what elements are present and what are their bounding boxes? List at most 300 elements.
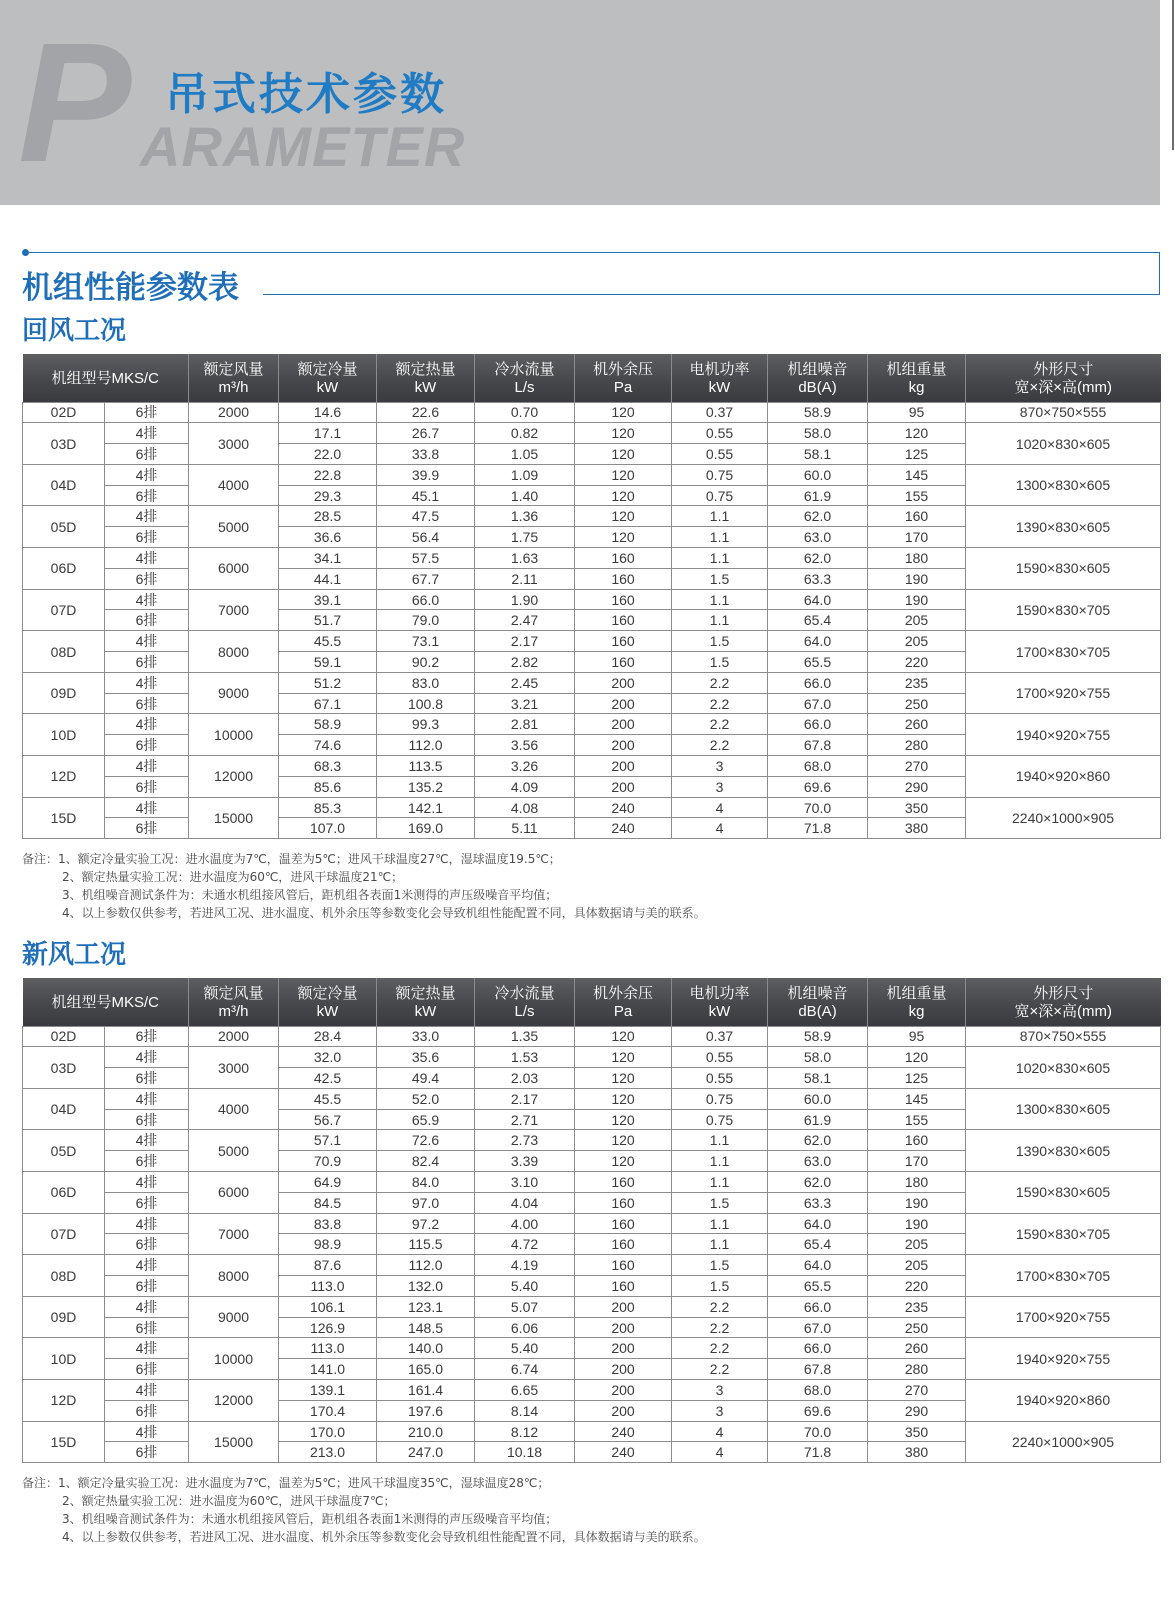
noise-cell: 58.9: [768, 402, 868, 423]
cooling-capacity-cell: 70.9: [279, 1151, 377, 1172]
noise-cell: 71.8: [768, 1442, 868, 1463]
cooling-capacity-cell: 141.0: [279, 1359, 377, 1380]
coil-rows-cell: 6排: [105, 1151, 189, 1172]
static-pressure-cell: 240: [575, 1421, 672, 1442]
column-header-line: L/s: [514, 378, 535, 396]
coil-rows-cell: 6排: [105, 1068, 189, 1089]
column-header: [768, 354, 868, 402]
noise-cell: 66.0: [768, 1338, 868, 1359]
water-flow-cell: 8.12: [475, 1421, 575, 1442]
table-row: [23, 714, 1161, 735]
coil-rows-cell: 4排: [105, 756, 189, 777]
coil-rows-cell: 6排: [105, 610, 189, 631]
table-row: [23, 797, 1161, 818]
weight-cell: 220: [868, 1276, 966, 1297]
static-pressure-cell: 160: [575, 589, 672, 610]
noise-cell: 65.4: [768, 1234, 868, 1255]
motor-power-cell: 2.2: [672, 1338, 768, 1359]
coil-rows-cell: 6排: [105, 735, 189, 756]
heating-capacity-cell: 26.7: [377, 423, 475, 444]
return-air-spec-table: [22, 354, 1161, 839]
heating-capacity-cell: 66.0: [377, 589, 475, 610]
dimensions-cell: 1940×920×755: [966, 1338, 1161, 1380]
cooling-capacity-cell: 139.1: [279, 1380, 377, 1401]
column-header-line: m³/h: [218, 378, 249, 396]
column-header-line: kW: [414, 378, 437, 396]
water-flow-cell: 3.21: [475, 693, 575, 714]
table-row: [23, 1047, 1161, 1068]
airflow-cell: 2000: [189, 402, 279, 423]
water-flow-cell: 6.06: [475, 1317, 575, 1338]
motor-power-cell: 2.2: [672, 735, 768, 756]
cooling-capacity-cell: 34.1: [279, 548, 377, 569]
motor-power-cell: 1.1: [672, 527, 768, 548]
dimensions-cell: 1590×830×705: [966, 589, 1161, 631]
column-header-line: 额定风量: [203, 360, 264, 378]
coil-rows-cell: 6排: [105, 1276, 189, 1297]
column-header-line: 宽×深×高(mm): [1014, 378, 1113, 396]
static-pressure-cell: 200: [575, 1317, 672, 1338]
banner-subtitle: ARAMETER: [140, 115, 466, 178]
table-row: [23, 1296, 1161, 1317]
column-header: [279, 354, 377, 402]
weight-cell: 190: [868, 589, 966, 610]
motor-power-cell: 1.1: [672, 1151, 768, 1172]
column-header-line: 机组噪音: [787, 984, 848, 1002]
noise-cell: 62.0: [768, 1172, 868, 1193]
airflow-cell: 15000: [189, 797, 279, 839]
column-header-line: 机组重量: [886, 984, 947, 1002]
static-pressure-cell: 120: [575, 1130, 672, 1151]
heating-capacity-cell: 99.3: [377, 714, 475, 735]
static-pressure-cell: 120: [575, 1026, 672, 1047]
coil-rows-cell: 4排: [105, 1172, 189, 1193]
weight-cell: 120: [868, 1047, 966, 1068]
water-flow-cell: 2.11: [475, 568, 575, 589]
table-row: [23, 1421, 1161, 1442]
cooling-capacity-cell: 107.0: [279, 818, 377, 839]
weight-cell: 250: [868, 1317, 966, 1338]
coil-rows-cell: 6排: [105, 1400, 189, 1421]
static-pressure-cell: 120: [575, 402, 672, 423]
water-flow-cell: 1.36: [475, 506, 575, 527]
dimensions-cell: 1590×830×605: [966, 548, 1161, 590]
weight-cell: 235: [868, 672, 966, 693]
static-pressure-cell: 200: [575, 1296, 672, 1317]
note-line: 备注：1、额定冷量实验工况：进水温度为7℃，温差为5℃；进风干球温度35℃，湿球温度28℃；: [22, 1476, 550, 1490]
coil-rows-cell: 6排: [105, 1359, 189, 1380]
coil-rows-cell: 6排: [105, 1109, 189, 1130]
dimensions-cell: 1020×830×605: [966, 423, 1161, 465]
weight-cell: 180: [868, 548, 966, 569]
dimensions-cell: 1700×830×705: [966, 631, 1161, 673]
motor-power-cell: 1.5: [672, 1192, 768, 1213]
model-cell: 07D: [23, 1213, 105, 1255]
heating-capacity-cell: 161.4: [377, 1380, 475, 1401]
coil-rows-cell: 4排: [105, 672, 189, 693]
static-pressure-cell: 200: [575, 756, 672, 777]
cooling-capacity-cell: 42.5: [279, 1068, 377, 1089]
column-header-line: kW: [316, 378, 339, 396]
static-pressure-cell: 120: [575, 1151, 672, 1172]
cooling-capacity-cell: 84.5: [279, 1192, 377, 1213]
model-cell: 10D: [23, 1338, 105, 1380]
dimensions-cell: 1700×920×755: [966, 1296, 1161, 1338]
cooling-capacity-cell: 170.4: [279, 1400, 377, 1421]
airflow-cell: 4000: [189, 464, 279, 506]
coil-rows-cell: 6排: [105, 527, 189, 548]
model-cell: 15D: [23, 797, 105, 839]
noise-cell: 68.0: [768, 1380, 868, 1401]
heating-capacity-cell: 169.0: [377, 818, 475, 839]
noise-cell: 69.6: [768, 1400, 868, 1421]
header-banner: [0, 0, 1160, 205]
noise-cell: 64.0: [768, 1255, 868, 1276]
weight-cell: 205: [868, 631, 966, 652]
static-pressure-cell: 120: [575, 1068, 672, 1089]
noise-cell: 69.6: [768, 776, 868, 797]
table-row: [23, 548, 1161, 569]
motor-power-cell: 0.55: [672, 1068, 768, 1089]
cooling-capacity-cell: 28.4: [279, 1026, 377, 1047]
coil-rows-cell: 4排: [105, 797, 189, 818]
table-row: [23, 1213, 1161, 1234]
water-flow-cell: 5.40: [475, 1276, 575, 1297]
static-pressure-cell: 120: [575, 1088, 672, 1109]
noise-cell: 64.0: [768, 589, 868, 610]
coil-rows-cell: 6排: [105, 652, 189, 673]
weight-cell: 160: [868, 506, 966, 527]
motor-power-cell: 0.37: [672, 1026, 768, 1047]
water-flow-cell: 2.81: [475, 714, 575, 735]
section-frame-line: [263, 294, 1160, 295]
cooling-capacity-cell: 44.1: [279, 568, 377, 589]
model-cell: 05D: [23, 1130, 105, 1172]
water-flow-cell: 4.04: [475, 1192, 575, 1213]
airflow-cell: 3000: [189, 423, 279, 465]
heating-capacity-cell: 57.5: [377, 548, 475, 569]
table-row: [23, 1380, 1161, 1401]
table-row: [23, 1026, 1161, 1047]
airflow-cell: 5000: [189, 506, 279, 548]
noise-cell: 63.0: [768, 527, 868, 548]
weight-cell: 205: [868, 610, 966, 631]
noise-cell: 58.0: [768, 1047, 868, 1068]
coil-rows-cell: 6排: [105, 1234, 189, 1255]
dimensions-cell: 1590×830×705: [966, 1213, 1161, 1255]
heating-capacity-cell: 165.0: [377, 1359, 475, 1380]
heating-capacity-cell: 72.6: [377, 1130, 475, 1151]
water-flow-cell: 2.82: [475, 652, 575, 673]
water-flow-cell: 1.53: [475, 1047, 575, 1068]
column-header: [868, 354, 966, 402]
column-header-line: 外形尺寸: [1033, 984, 1094, 1002]
cooling-capacity-cell: 113.0: [279, 1276, 377, 1297]
coil-rows-cell: 6排: [105, 1317, 189, 1338]
airflow-cell: 3000: [189, 1047, 279, 1089]
column-header-line: kW: [708, 1002, 731, 1020]
heating-capacity-cell: 247.0: [377, 1442, 475, 1463]
noise-cell: 67.8: [768, 735, 868, 756]
heating-capacity-cell: 97.0: [377, 1192, 475, 1213]
model-cell: 12D: [23, 1380, 105, 1422]
dimensions-cell: 1300×830×605: [966, 464, 1161, 506]
section-bullet-dot: [22, 249, 29, 256]
static-pressure-cell: 160: [575, 631, 672, 652]
motor-power-cell: 0.75: [672, 1088, 768, 1109]
water-flow-cell: 6.74: [475, 1359, 575, 1380]
noise-cell: 65.5: [768, 1276, 868, 1297]
cooling-capacity-cell: 67.1: [279, 693, 377, 714]
airflow-cell: 9000: [189, 672, 279, 714]
section-frame-line: [29, 252, 1160, 253]
model-cell: 08D: [23, 631, 105, 673]
column-header: [868, 978, 966, 1026]
water-flow-cell: 4.00: [475, 1213, 575, 1234]
heating-capacity-cell: 210.0: [377, 1421, 475, 1442]
noise-cell: 63.3: [768, 1192, 868, 1213]
airflow-cell: 5000: [189, 1130, 279, 1172]
column-header-line: 机组型号MKS/C: [51, 993, 160, 1011]
cooling-capacity-cell: 51.7: [279, 610, 377, 631]
noise-cell: 62.0: [768, 1130, 868, 1151]
noise-cell: 67.0: [768, 693, 868, 714]
heating-capacity-cell: 49.4: [377, 1068, 475, 1089]
column-header-line: 额定风量: [203, 984, 264, 1002]
static-pressure-cell: 120: [575, 527, 672, 548]
column-header-line: 机组噪音: [787, 360, 848, 378]
column-header-line: 冷水流量: [494, 360, 555, 378]
coil-rows-cell: 4排: [105, 1213, 189, 1234]
water-flow-cell: 3.56: [475, 735, 575, 756]
weight-cell: 155: [868, 485, 966, 506]
model-cell: 05D: [23, 506, 105, 548]
note-line: 2、额定热量实验工况：进水温度为60℃，进风干球温度7℃；: [62, 1494, 396, 1508]
model-cell: 02D: [23, 402, 105, 423]
weight-cell: 205: [868, 1255, 966, 1276]
airflow-cell: 10000: [189, 714, 279, 756]
water-flow-cell: 1.35: [475, 1026, 575, 1047]
table-row: [23, 464, 1161, 485]
column-header-line: 机外余压: [593, 360, 654, 378]
weight-cell: 380: [868, 1442, 966, 1463]
static-pressure-cell: 160: [575, 568, 672, 589]
model-cell: 12D: [23, 756, 105, 798]
right-edge-rule: [1172, 0, 1174, 150]
water-flow-cell: 1.40: [475, 485, 575, 506]
heating-capacity-cell: 97.2: [377, 1213, 475, 1234]
model-cell: 03D: [23, 1047, 105, 1089]
coil-rows-cell: 4排: [105, 1296, 189, 1317]
noise-cell: 60.0: [768, 464, 868, 485]
weight-cell: 350: [868, 797, 966, 818]
static-pressure-cell: 200: [575, 1338, 672, 1359]
model-cell: 04D: [23, 464, 105, 506]
fresh-air-notes: [22, 1474, 706, 1546]
static-pressure-cell: 160: [575, 1255, 672, 1276]
heating-capacity-cell: 47.5: [377, 506, 475, 527]
coil-rows-cell: 4排: [105, 506, 189, 527]
airflow-cell: 8000: [189, 1255, 279, 1297]
airflow-cell: 8000: [189, 631, 279, 673]
noise-cell: 67.8: [768, 1359, 868, 1380]
static-pressure-cell: 240: [575, 818, 672, 839]
table-row: [23, 589, 1161, 610]
water-flow-cell: 10.18: [475, 1442, 575, 1463]
coil-rows-cell: 6排: [105, 444, 189, 465]
airflow-cell: 7000: [189, 589, 279, 631]
note-line: 4、以上参数仅供参考，若进风工况、进水温度、机外余压等参数变化会导致机组性能配置不同，具体数据请与美的联系。: [62, 906, 706, 920]
motor-power-cell: 0.75: [672, 464, 768, 485]
model-cell: 07D: [23, 589, 105, 631]
motor-power-cell: 1.5: [672, 1255, 768, 1276]
motor-power-cell: 1.1: [672, 1234, 768, 1255]
motor-power-cell: 3: [672, 1400, 768, 1421]
static-pressure-cell: 200: [575, 1359, 672, 1380]
fresh-air-spec-table: [22, 978, 1161, 1463]
static-pressure-cell: 160: [575, 610, 672, 631]
dimensions-cell: 1940×920×755: [966, 714, 1161, 756]
airflow-cell: 9000: [189, 1296, 279, 1338]
static-pressure-cell: 240: [575, 1442, 672, 1463]
cooling-capacity-cell: 98.9: [279, 1234, 377, 1255]
column-header-line: Pa: [613, 1002, 633, 1020]
column-header: [475, 354, 575, 402]
water-flow-cell: 4.72: [475, 1234, 575, 1255]
weight-cell: 270: [868, 756, 966, 777]
water-flow-cell: 1.90: [475, 589, 575, 610]
column-header-line: 电机功率: [689, 984, 750, 1002]
motor-power-cell: 4: [672, 1421, 768, 1442]
coil-rows-cell: 4排: [105, 1255, 189, 1276]
noise-cell: 70.0: [768, 1421, 868, 1442]
airflow-cell: 2000: [189, 1026, 279, 1047]
weight-cell: 170: [868, 1151, 966, 1172]
heating-capacity-cell: 112.0: [377, 1255, 475, 1276]
water-flow-cell: 8.14: [475, 1400, 575, 1421]
weight-cell: 160: [868, 1130, 966, 1151]
weight-cell: 120: [868, 423, 966, 444]
motor-power-cell: 3: [672, 756, 768, 777]
noise-cell: 67.0: [768, 1317, 868, 1338]
airflow-cell: 12000: [189, 756, 279, 798]
weight-cell: 235: [868, 1296, 966, 1317]
coil-rows-cell: 6排: [105, 402, 189, 423]
water-flow-cell: 5.40: [475, 1338, 575, 1359]
model-cell: 10D: [23, 714, 105, 756]
water-flow-cell: 2.17: [475, 631, 575, 652]
motor-power-cell: 0.75: [672, 485, 768, 506]
fresh-air-title: 新风工况: [22, 940, 127, 970]
cooling-capacity-cell: 58.9: [279, 714, 377, 735]
cooling-capacity-cell: 32.0: [279, 1047, 377, 1068]
weight-cell: 220: [868, 652, 966, 673]
airflow-cell: 6000: [189, 548, 279, 590]
column-header-line: kg: [908, 378, 925, 396]
table-row: [23, 506, 1161, 527]
airflow-cell: 10000: [189, 1338, 279, 1380]
heating-capacity-cell: 67.7: [377, 568, 475, 589]
coil-rows-cell: 4排: [105, 1380, 189, 1401]
dimensions-cell: 1940×920×860: [966, 756, 1161, 798]
cooling-capacity-cell: 126.9: [279, 1317, 377, 1338]
column-header: [575, 354, 672, 402]
dimensions-cell: 1700×920×755: [966, 672, 1161, 714]
table-row: [23, 756, 1161, 777]
cooling-capacity-cell: 29.3: [279, 485, 377, 506]
water-flow-cell: 2.45: [475, 672, 575, 693]
cooling-capacity-cell: 170.0: [279, 1421, 377, 1442]
motor-power-cell: 0.75: [672, 1109, 768, 1130]
column-header-line: 宽×深×高(mm): [1014, 1002, 1113, 1020]
static-pressure-cell: 120: [575, 1109, 672, 1130]
heating-capacity-cell: 82.4: [377, 1151, 475, 1172]
noise-cell: 65.4: [768, 610, 868, 631]
column-header: [23, 354, 189, 402]
airflow-cell: 7000: [189, 1213, 279, 1255]
airflow-cell: 6000: [189, 1172, 279, 1214]
banner-big-letter: P: [18, 8, 132, 198]
dimensions-cell: 870×750×555: [966, 402, 1161, 423]
noise-cell: 58.1: [768, 444, 868, 465]
model-cell: 06D: [23, 548, 105, 590]
coil-rows-cell: 6排: [105, 693, 189, 714]
heating-capacity-cell: 79.0: [377, 610, 475, 631]
water-flow-cell: 3.39: [475, 1151, 575, 1172]
table-row: [23, 402, 1161, 423]
water-flow-cell: 2.73: [475, 1130, 575, 1151]
static-pressure-cell: 200: [575, 1400, 672, 1421]
static-pressure-cell: 200: [575, 735, 672, 756]
water-flow-cell: 1.75: [475, 527, 575, 548]
motor-power-cell: 0.55: [672, 423, 768, 444]
column-header: [672, 978, 768, 1026]
noise-cell: 62.0: [768, 548, 868, 569]
cooling-capacity-cell: 68.3: [279, 756, 377, 777]
static-pressure-cell: 160: [575, 1213, 672, 1234]
motor-power-cell: 1.1: [672, 589, 768, 610]
water-flow-cell: 2.03: [475, 1068, 575, 1089]
column-header: [279, 978, 377, 1026]
dimensions-cell: 1390×830×605: [966, 1130, 1161, 1172]
dimensions-cell: 870×750×555: [966, 1026, 1161, 1047]
water-flow-cell: 2.71: [475, 1109, 575, 1130]
motor-power-cell: 4: [672, 797, 768, 818]
noise-cell: 63.3: [768, 568, 868, 589]
coil-rows-cell: 4排: [105, 1047, 189, 1068]
coil-rows-cell: 6排: [105, 568, 189, 589]
water-flow-cell: 4.19: [475, 1255, 575, 1276]
motor-power-cell: 0.55: [672, 444, 768, 465]
coil-rows-cell: 4排: [105, 1421, 189, 1442]
weight-cell: 155: [868, 1109, 966, 1130]
dimensions-cell: 2240×1000×905: [966, 1421, 1161, 1463]
column-header: [23, 978, 189, 1026]
table-row: [23, 1338, 1161, 1359]
coil-rows-cell: 4排: [105, 1338, 189, 1359]
section-frame-line: [1159, 252, 1160, 295]
cooling-capacity-cell: 106.1: [279, 1296, 377, 1317]
noise-cell: 64.0: [768, 631, 868, 652]
cooling-capacity-cell: 22.8: [279, 464, 377, 485]
column-header-line: 额定热量: [395, 984, 456, 1002]
table-row: [23, 1172, 1161, 1193]
cooling-capacity-cell: 14.6: [279, 402, 377, 423]
heating-capacity-cell: 33.8: [377, 444, 475, 465]
column-header-line: kW: [708, 378, 731, 396]
dimensions-cell: 1390×830×605: [966, 506, 1161, 548]
weight-cell: 125: [868, 1068, 966, 1089]
